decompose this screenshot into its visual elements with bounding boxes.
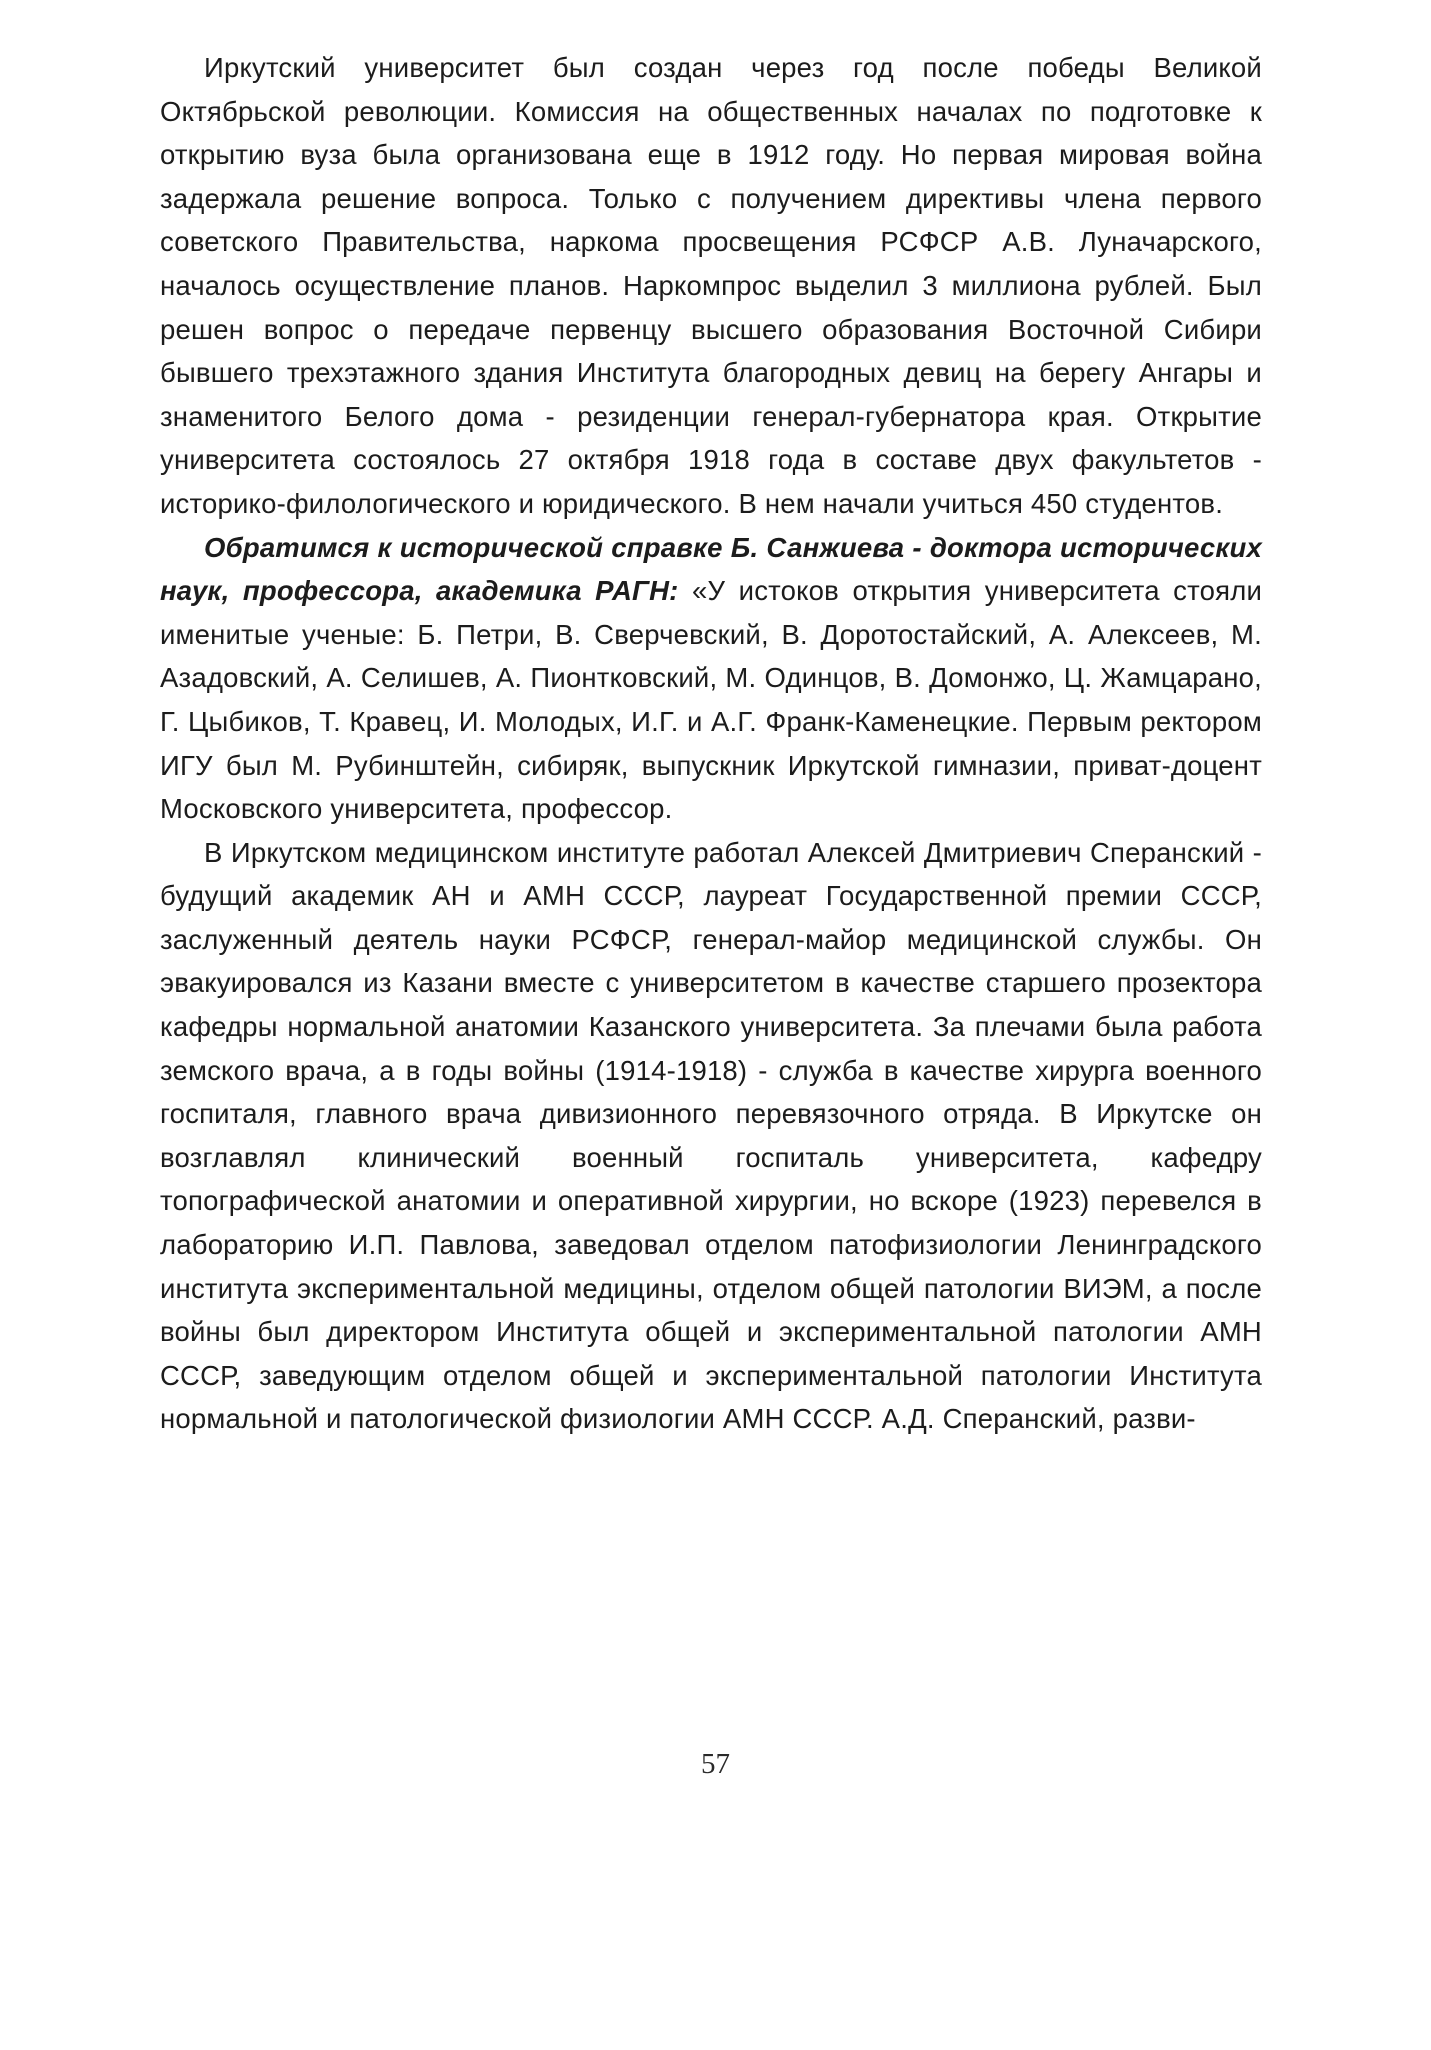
paragraph-university-founding	[160, 46, 1262, 526]
page-body	[160, 46, 1262, 1441]
paragraph-historical-reference	[160, 526, 1262, 831]
paragraph-text: В Иркутском медицинском институте работал Алексей Дмитриевич Сперанский - будущий академик АН и АМН СССР, лауреат Государственной премии СССР, заслуженный деятель науки РСФСР, генерал-майор медицинской службы. Он эвакуировался из Казани вместе с университетом в качестве старшего прозектора кафедры нормальной анатомии Казанского университета. За плечами была работа земского врача, а в годы войны (1914-1918) - служба в качестве хирурга военного госпиталя, главного врача дивизионного перевязочного отряда. В Иркутске он возглавлял клинический военный госпиталь университета, кафедру топографической анатомии и оперативной хирургии, но вскоре (1923) перевелся в лабораторию И.П. Павлова, заведовал отделом патофизиологии Ленинградского института экспериментальной медицины, отделом общей патологии ВИЭМ, а после войны был директором Института общей и экспериментальной патологии АМН СССР, заведующим отделом общей и экспериментальной патологии Института нормальной и патологической физиологии АМН СССР. А.Д. Сперанский, разви-	[160, 836, 1262, 1435]
paragraph-lead-emphasis: Обратимся к исторической справке Б. Санжиева - доктора исторических наук, профессора, академика РАГН:	[160, 531, 1262, 607]
paragraph-text: Иркутский университет был создан через год после победы Великой Октябрьской революции. Комиссия на общественных началах по подготовке к открытию вуза была организована еще в 1912 году. Но первая мировая война задержала решение вопроса. Только с получением директивы члена первого советского Правительства, наркома просвещения РСФСР А.В. Луначарского, началось осуществление планов. Наркомпрос выделил 3 миллиона рублей. Был решен вопрос о передаче первенцу высшего образования Восточной Сибири бывшего трехэтажного здания Института благородных девиц на берегу Ангары и знаменитого Белого дома - резиденции генерал-губернатора края. Открытие университета состоялось 27 октября 1918 года в составе двух факультетов - историко-филологического и юридического. В нем начали учиться 450 студентов.	[160, 52, 1262, 519]
paragraph-text: «У истоков открытия университета стояли именитые ученые: Б. Петри, В. Сверчевский, В. Доротостайский, А. Алексеев, М. Азадовский, А. Селишев, А. Пионтковский, М. Одинцов, В. Домонжо, Ц. Жамцарано, Г. Цыбиков, Т. Кравец, И. Молодых, И.Г. и А.Г. Франк-Каменецкие. Первым ректором ИГУ был М. Рубинштейн, сибиряк, выпускник Иркутской гимназии, приват-доцент Московского университета, профессор.	[160, 575, 1263, 825]
page-number: 57	[701, 1748, 730, 1780]
paragraph-speransky	[160, 831, 1262, 1441]
